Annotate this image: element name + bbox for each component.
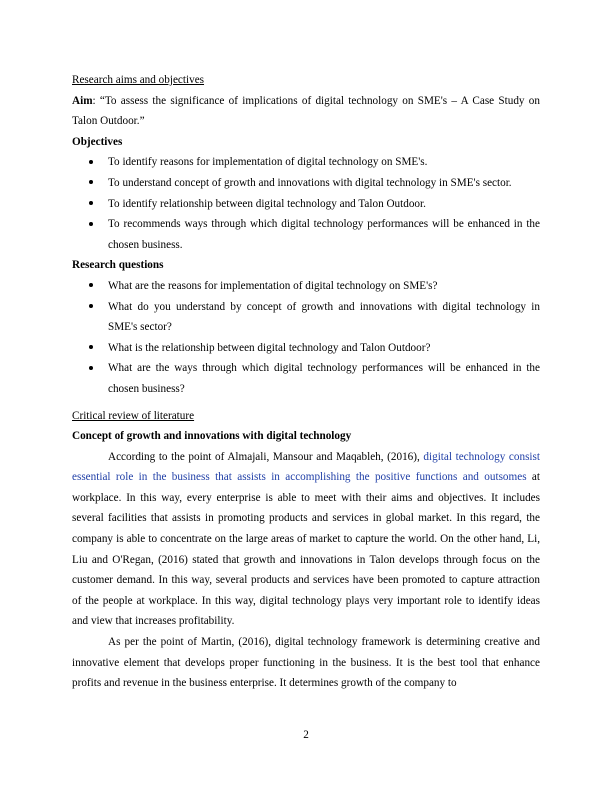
questions-list [72, 276, 540, 400]
subheading-growth-innovation: Concept of growth and innovations with digital technology [72, 430, 352, 443]
section-heading-literature-review: Critical review of literature [72, 409, 195, 422]
page-number: 2 [303, 729, 309, 741]
page-content [72, 70, 540, 694]
objective-item: To understand concept of growth and innovations with digital technology in SME's sector. [72, 173, 540, 194]
objective-item: To recommends ways through which digital technology performances will be enhanced in the chosen business. [72, 214, 540, 255]
objectives-heading: Objectives [72, 135, 123, 148]
para1-highlight: digital technology consist essential role in the business that assists in accomplishing the positive functions and outsomes [72, 450, 540, 484]
aim-statement [72, 91, 540, 132]
question-item: What do you understand by concept of growth and innovations with digital technology in SME's sector? [72, 297, 540, 338]
question-item: What are the reasons for implementation of digital technology on SME's? [72, 276, 540, 297]
aim-text: : “To assess the significance of implications of digital technology on SME's – A Case Study on Talon Outdoor.” [72, 94, 540, 128]
objective-item: To identify relationship between digital technology and Talon Outdoor. [72, 194, 540, 215]
aim-label: Aim [72, 94, 93, 107]
question-item: What are the ways through which digital technology performances will be enhanced in the chosen business? [72, 358, 540, 399]
section-heading-research-aims: Research aims and objectives [72, 74, 205, 86]
research-questions-heading: Research questions [72, 259, 164, 272]
literature-paragraph-1 [72, 447, 540, 632]
para1-intro: According to the point of Almajali, Mansour and Maqableh, (2016), [108, 450, 424, 463]
question-item: What is the relationship between digital technology and Talon Outdoor? [72, 338, 540, 359]
literature-paragraph-2: As per the point of Martin, (2016), digital technology framework is determining creative and innovative element that develops proper functioning in the business. It is the best tool that enhance profits and revenue in the business enterprise. It determines growth of the company to [72, 636, 540, 690]
objectives-list [72, 152, 540, 255]
objective-item: To identify reasons for implementation of digital technology on SME's. [72, 152, 540, 173]
para1-rest: at workplace. In this way, every enterprise is able to meet with their aims and objectives. It includes several facilities that assists in promoting products and services in global market. In this regard, the company is able to concentrate on the large areas of market to capture the world. On the other hand, Li, Liu and O'Regan, (2016) stated that growth and innovations in Talon develops through focus on the customer demand. In this way, several products and services have been promoted to capture attraction of the people at workplace. In this way, digital technology plays very important role to identify ideas and view that increases profitability. [72, 471, 540, 628]
